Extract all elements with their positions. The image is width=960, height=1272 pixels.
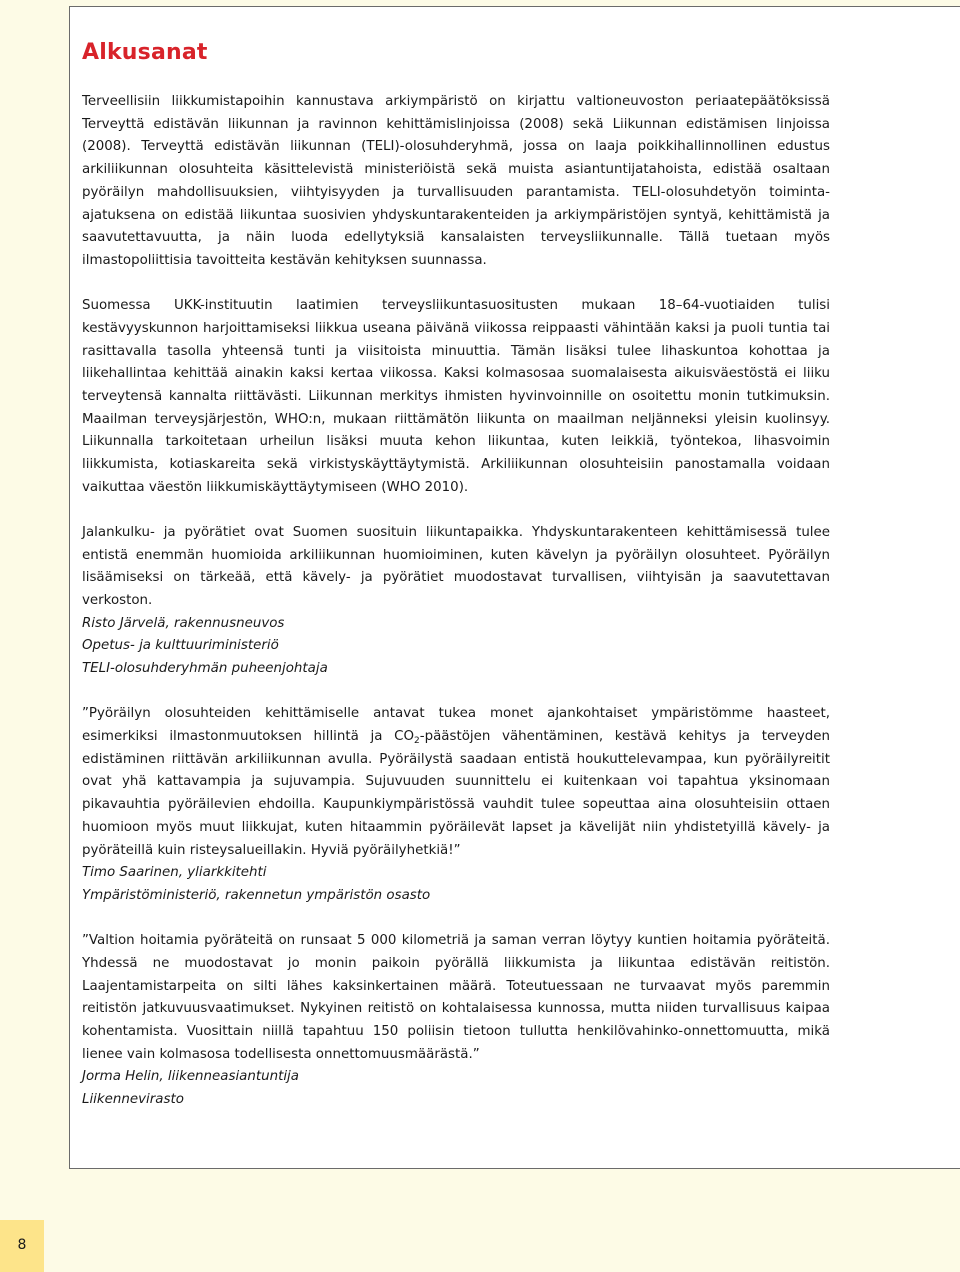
paragraph-intro: Terveellisiin liikkumistapoihin kannustava arkiympäristö on kirjattu valtioneuvoston periaatepäätöksissä Terveyttä edistävän liikunnan ja ravinnon kehittämislinjoissa (2008) sekä Liikunnan edistämisen linjoissa (2008). Terveyttä edistävän liikunnan (TELI)-olosuhderyhmä, jossa on laaja poikkihallinnollinen edustus arkiliikunnan olosuhteita käsittelevistä ministeriöistä sekä muista asiantuntijatahoista, edistää osaltaan pyöräilyn mahdollisuuksien, viihtyisyyden ja turvallisuuden parantamista. TELI-olosuhdetyön toiminta-ajatuksena on edistää liikuntaa suosivien yhdyskuntarakenteiden ja arkiympäristöjen syntyä, kehittämistä ja saavutettavuutta, ja näin luoda edellytyksiä kansalaisten terveysliikunnalle. Tällä tuetaan myös ilmastopoliittisia tavoitteita kestävän kehityksen suunnassa. [82, 94, 830, 268]
page-number: 8 [17, 1237, 27, 1253]
signature-organization: Ympäristöministeriö, rakennetun ympäristön osasto [82, 888, 431, 903]
signature-name: Timo Saarinen, yliarkkitehti [82, 865, 267, 881]
signature-organization: Liikennevirasto [82, 1092, 184, 1108]
body-text [82, 91, 830, 1112]
quote-environment [82, 703, 830, 862]
co2-subscript: 2 [414, 736, 420, 747]
signature-organization: Opetus- ja kulttuuriministeriö [82, 638, 279, 654]
paragraph-cycling-paths: Jalankulku- ja pyörätiet ovat Suomen suosituin liikuntapaikka. Yhdyskuntarakenteen kehittämisessä tulee entistä enemmän huomioida arkiliikunnan huomioiminen, kuten kävelyn ja pyöräilyn olosuhteet. Pyöräilyn lisäämiseksi on tärkeää, että kävely- ja pyörätiet muodostavat turvallisen, viihtyisän ja saavutettavan verkoston. [82, 524, 830, 609]
paragraph-recommendations: Suomessa UKK-instituutin laatimien terveysliikuntasuositusten mukaan 18–64-vuotiaiden tulisi kestävyyskunnon harjoittamiseksi liikkua useana päivänä viikossa reippaasti vähintään kaksi ja puoli tuntia tai rasittavalla tasolla yhteensä tunti ja viisitoista minuuttia. Tämän lisäksi tulee lihaskuntoa kohottaa ja liikehallintaa kehittää ainakin kaksi kertaa viikossa. Kaksi kolmasosaa suomalaisesta aikuisväestöstä ei liiku terveytensä kannalta riittävästi. Liikunnan merkitys ihmisten hyvinvoinnille on osoitettu monin tutkimuksin. Maailman terveysjärjestön, WHO:n, mukaan riittämätön liikunta on maailman neljänneksi yleisin kuolinsyy. Liikunnalla tarkoitetaan urheilun lisäksi muuta kehon liikuntaa, kuten leikkiä, työntekoa, lihasvoimin liikkumista, kotiaskareita sekä virkistyskäyttäytymistä. Arkiliikunnan olosuhteisiin panostamalla voidaan vaikuttaa väestön liikkumiskäyttäytymiseen (WHO 2010). [82, 298, 830, 495]
signature-name: Jorma Helin, liikenneasiantuntija [82, 1069, 299, 1085]
page-title: Alkusanat [82, 40, 208, 65]
signature-role: TELI-olosuhderyhmän puheenjohtaja [82, 661, 328, 677]
quote-text-part2: -päästöjen vähentäminen, kestävä kehitys ja terveyden edistäminen riittävän arkiliikunnan avulla. Pyöräilystä saadaan entistä houkuttelevampaa, kun pyöräilyreitit ovat yhä kattavampia ja sujuvampia. Sujuvuuden suunnittelu ei kuitenkaan voi tapahtua yksinomaan pikavauhtia pyöräilevien ehdoilla. Kaupunkiympäristössä vauhdit tulee sopeuttaa aina olosuhteisiin ottaen huomioon myös muut liikkujat, kuten hitaammin pyöräilevät lapset ja kävelijät niin yhdistetyillä kävely- ja pyöräteillä kuin risteysalueillakin. Hyviä pyöräilyhetkiä!” [82, 729, 830, 858]
signature-name: Risto Järvelä, rakennusneuvos [82, 615, 285, 631]
quote-text-part1: ”Pyöräilyn olosuhteiden kehittämiselle antavat tukea monet ajankohtaiset ympäristömme haasteet, esimerkiksi ilmastonmuutoksen hillintä ja CO [82, 706, 830, 745]
quote-road-network: ”Valtion hoitamia pyöräteitä on runsaat 5 000 kilometriä ja saman verran löytyy kuntien hoitamia pyöräteitä. Yhdessä ne muodostavat jo monin paikoin pyörällä liikkumista ja liikuntaa edistävän reitistön. Laajentamistarpeita on silti lähes kaksinkertainen määrä. Toteutuessaan ne turvaavat myös paremmin reitistön jatkuvuusvaatimukset. Nykyinen reitistö on kohtalaisessa kunnossa, mutta niiden turvallisuus kaipaa kohentamista. Vuosittain niillä tapahtuu 150 poliisin tietoon tullutta henkilövahinko-onnettomuutta, mikä lienee vain kolmasosa todellisesta onnettomuusmäärästä.” [82, 933, 830, 1062]
